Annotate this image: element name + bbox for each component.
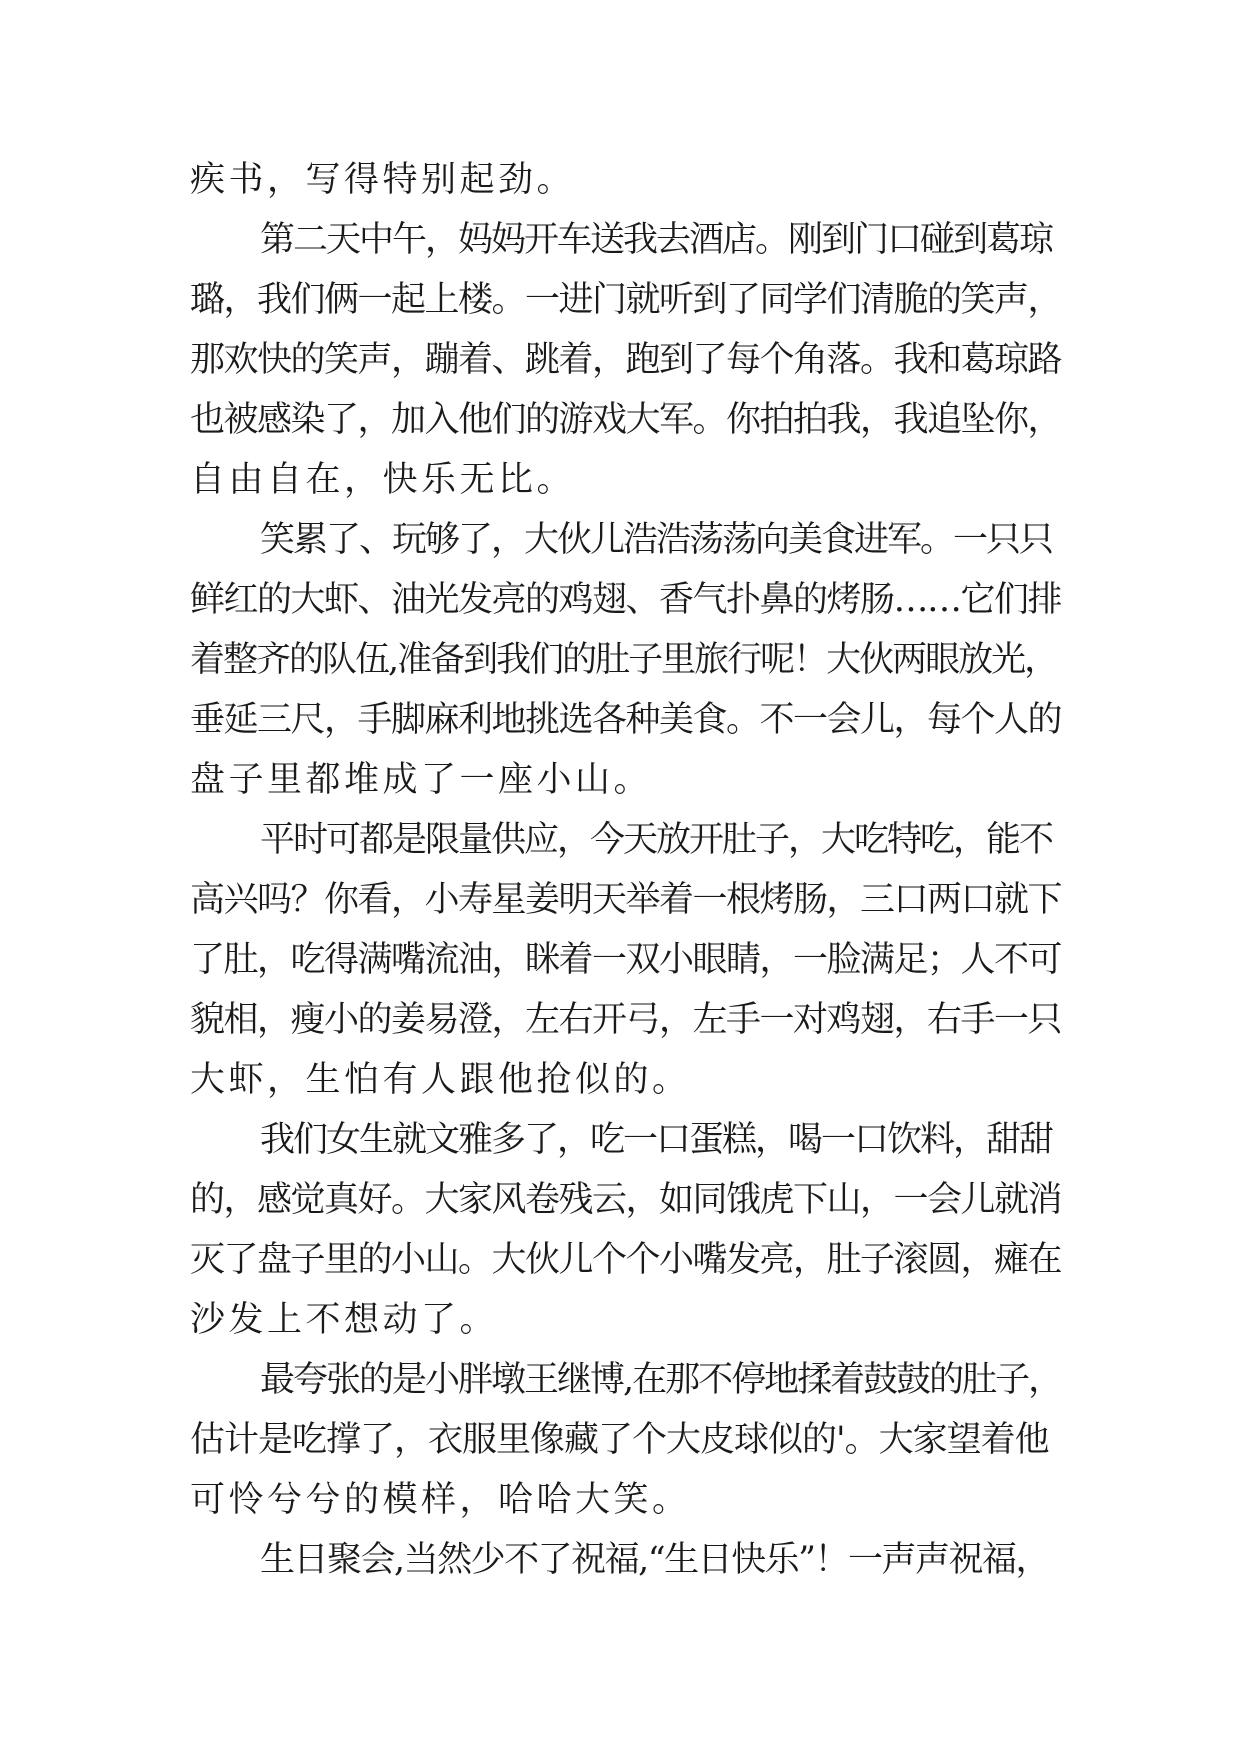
text-line: 生日聚会,当然少不了祝福,“生日快乐”！一声声祝福， <box>260 1540 1050 1580</box>
article-body <box>190 150 1060 1590</box>
text-line: 沙发上不想动了。 <box>190 1300 499 1340</box>
text-line: 貌相，瘦小的姜易澄，左右开弓，左手一对鸡翅，右手一只 <box>190 1000 1062 1040</box>
text-line: 自由自在，快乐无比。 <box>190 460 576 500</box>
text-line: 璐，我们俩一起上楼。一进门就听到了同学们清脆的笑声， <box>190 280 1062 320</box>
text-line: 最夸张的是小胖墩王继博,在那不停地揉着鼓鼓的肚子， <box>260 1360 1062 1400</box>
text-line: 灭了盘子里的小山。大伙儿个个小嘴发亮，肚子滚圆，瘫在 <box>190 1240 1062 1280</box>
text-line: 高兴吗？你看，小寿星姜明天举着一根烤肠，三口两口就下 <box>190 880 1062 920</box>
text-line: 着整齐的队伍,准备到我们的肚子里旅行呢！大伙两眼放光， <box>190 640 1058 680</box>
text-line: 大虾，生怕有人跟他抢似的。 <box>190 1060 691 1100</box>
text-line: 可怜兮兮的模样，哈哈大笑。 <box>190 1480 691 1520</box>
text-line: 平时可都是限量供应，今天放开肚子，大吃特吃，能不 <box>260 820 1053 860</box>
text-line: 第二天中午，妈妈开车送我去酒店。刚到门口碰到葛琼 <box>260 220 1053 260</box>
text-line: 那欢快的笑声，蹦着、跳着，跑到了每个角落。我和葛琼路 <box>190 340 1062 380</box>
text-line: 笑累了、玩够了，大伙儿浩浩荡荡向美食进军。一只只 <box>260 520 1053 560</box>
text-line: 盘子里都堆成了一座小山。 <box>190 760 653 800</box>
text-line: 也被感染了，加入他们的游戏大军。你拍拍我，我追坠你， <box>190 400 1062 440</box>
text-line: 鲜红的大虾、油光发亮的鸡翅、香气扑鼻的烤肠……它们排 <box>190 580 1062 620</box>
text-line: 疾书，写得特别起劲。 <box>190 160 576 200</box>
text-line: 估计是吃撑了，衣服里像藏了个大皮球似的'。大家望着他 <box>190 1420 1049 1460</box>
text-line: 的，感觉真好。大家风卷残云，如同饿虎下山，一会儿就消 <box>190 1180 1062 1220</box>
text-line: 我们女生就文雅多了，吃一口蛋糕，喝一口饮料，甜甜 <box>260 1120 1053 1160</box>
text-line: 了肚，吃得满嘴流油，眯着一双小眼睛，一脸满足；人不可 <box>190 940 1062 980</box>
text-line: 垂延三尺，手脚麻利地挑选各种美食。不一会儿，每个人的 <box>190 700 1062 740</box>
